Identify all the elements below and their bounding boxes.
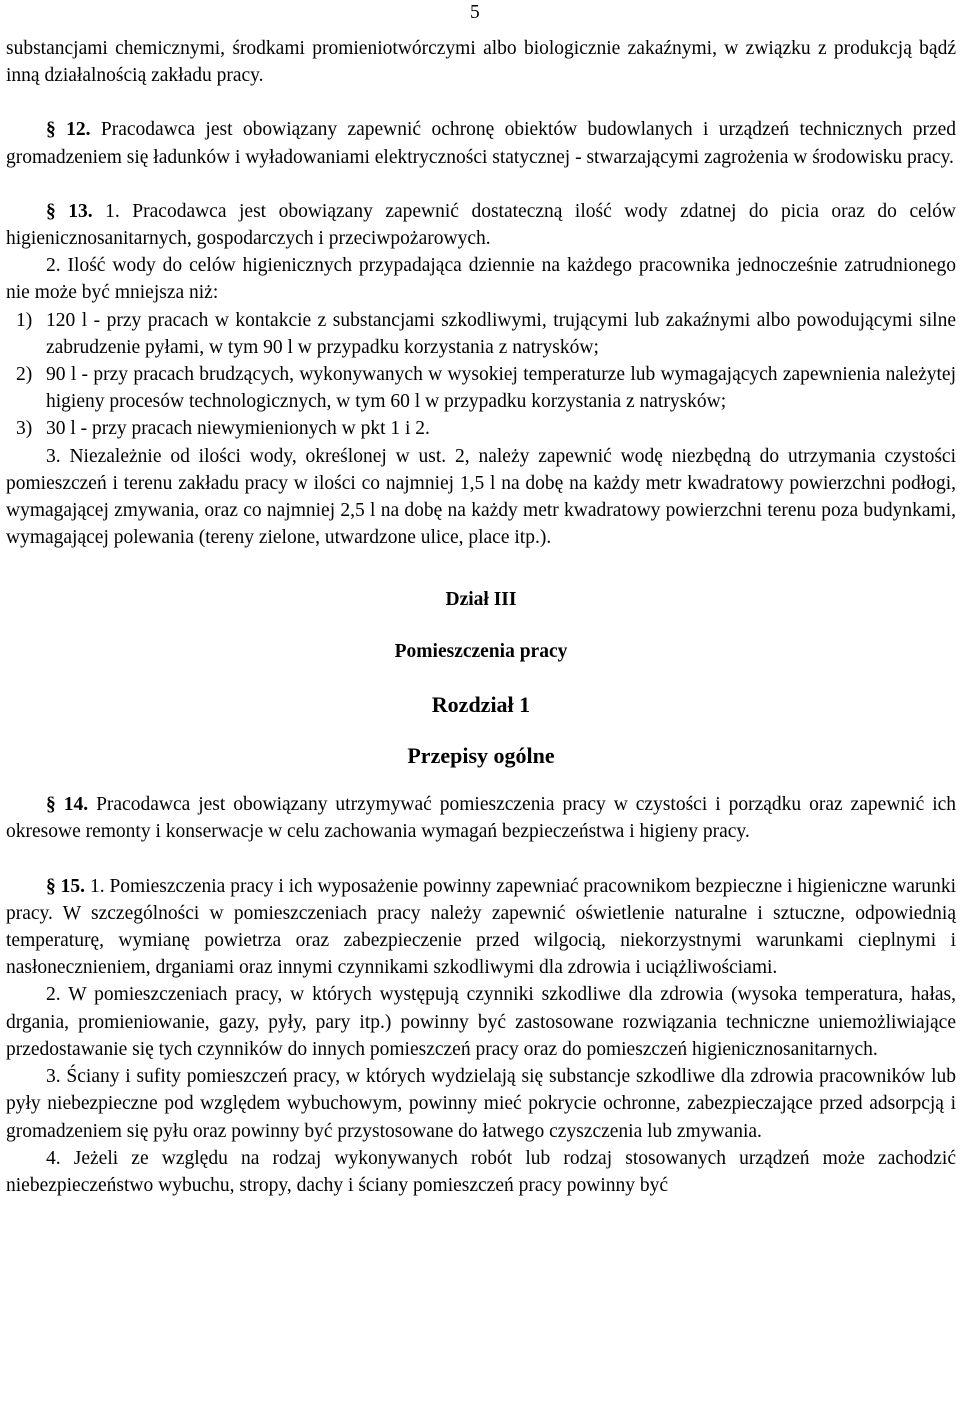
section-heading: Pomieszczenia pracy: [394, 640, 568, 662]
paragraph: [6, 873, 956, 982]
list-item-number: 2): [16, 364, 33, 386]
paragraph-text: 1. Pracodawca jest obowiązany zapewnić dostateczną ilość wody zdatnej do picia oraz do celów higienicznosanitarnych, gospodarczych i przeciwpożarowych.: [6, 200, 957, 250]
list-item: [6, 361, 956, 415]
paragraph-text: 4. Jeżeli ze względu na rodzaj wykonywanych robót lub rodzaj stosowanych urządzeń może zachodzić niebezpieczeństwo wybuchu, stropy, dachy i ściany pomieszczeń pracy powinny być: [6, 1147, 956, 1196]
section-heading: Rozdział 1: [431, 691, 531, 717]
paragraph-number: § 13.: [46, 200, 93, 222]
paragraph: [6, 35, 956, 89]
paragraph: [6, 1063, 956, 1145]
paragraph: [6, 252, 956, 306]
paragraph-text: 3. Ściany i sufity pomieszczeń pracy, w których wydzielają się substancje szkodliwe dla zdrowia pracowników lub pyły niebezpieczne pod względem wybuchowym, powinny mieć pokrycie ochronne, zabezpieczające przed adsorpcją i gromadzeniem się pyłu oraz powinny być przystosowane do łatwego czyszczenia lub zmywania.: [6, 1066, 956, 1142]
page-number: 5: [470, 2, 480, 23]
list-item-text: 30 l - przy pracach niewymienionych w pkt 1 i 2.: [46, 418, 430, 440]
paragraph-text: 2. W pomieszczeniach pracy, w których występują czynniki szkodliwe dla zdrowia (wysoka temperatura, hałas, drgania, promieniowanie, gazy, pyły, pary itp.) powinny być zastosowane rozwiązania techniczne uniemożliwiające przedostawanie się tych czynników do innych pomieszczeń pracy oraz do pomieszczeń higienicznosanitarnych.: [6, 984, 956, 1060]
paragraph: [6, 791, 956, 845]
paragraph-text: Pracodawca jest obowiązany zapewnić ochronę obiektów budowlanych i urządzeń technicznych przed gromadzeniem się ładunków i wyładowaniami elektryczności statycznej - stwarzającymi zagrożenia w środowisku pracy.: [6, 119, 957, 168]
paragraph-text: Pracodawca jest obowiązany utrzymywać pomieszczenia pracy w czystości i porządku oraz zapewnić ich okresowe remonty i konserwacje w celu zachowania wymagań bezpieczeństwa i higieny pracy.: [6, 794, 957, 843]
paragraph: [6, 443, 956, 552]
list-item: [6, 415, 956, 442]
paragraph-number: § 15.: [46, 875, 86, 897]
section-heading: Przepisy ogólne: [407, 743, 555, 769]
paragraph: [6, 116, 956, 170]
list-item-number: 3): [16, 418, 33, 440]
paragraph-text: 3. Niezależnie od ilości wody, określonej w ust. 2, należy zapewnić wodę niezbędną do utrzymania czystości pomieszczeń i terenu zakładu pracy w ilości co najmniej 1,5 l na dobę na każdy metr kwadratowy powierzchni podłogi, wymagającej zmywania, oraz co najmniej 2,5 l na dobę na każdy metr kwadratowy powierzchni terenu poza budynkami, wymagającej polewania (tereny zielone, utwardzone ulice, place itp.).: [6, 445, 956, 549]
paragraph: [6, 198, 956, 252]
document-body: [6, 35, 956, 1199]
paragraph: [6, 981, 956, 1063]
paragraph-number: § 14.: [46, 794, 89, 816]
paragraph-text: 2. Ilość wody do celów higienicznych przypadająca dziennie na każdego pracownika jednocześnie zatrudnionego nie może być mniejsza niż:: [6, 255, 956, 304]
paragraph: [6, 1145, 956, 1199]
list-item: [6, 307, 956, 361]
paragraph-text: substancjami chemicznymi, środkami promieniotwórczymi albo biologicznie zakaźnymi, w związku z produkcją bądź inną działalnością zakładu pracy.: [6, 38, 956, 87]
paragraph-text: 1. Pomieszczenia pracy i ich wyposażenie powinny zapewniać pracownikom bezpieczne i higieniczne warunki pracy. W szczególności w pomieszczeniach pracy należy zapewnić oświetlenie naturalne i sztuczne, odpowiednią temperaturę, wymianę powietrza oraz zabezpieczenie przed wilgocią, niekorzystnymi warunkami cieplnymi i nasłonecznieniem, drganiami oraz innymi czynnikami szkodliwymi dla zdrowia i uciążliwościami.: [6, 875, 957, 979]
paragraph-number: § 12.: [46, 119, 91, 141]
list-item-text: 90 l - przy pracach brudzących, wykonywanych w wysokiej temperaturze lub wymagających zapewnienia należytej higieny procesów technologicznych, w tym 60 l w przypadku korzystania z natrysków;: [46, 364, 956, 413]
section-heading: Dział III: [445, 589, 517, 611]
list-item-text: 120 l - przy pracach w kontakcie z substancjami szkodliwymi, trującymi lub zakaźnymi albo powodującymi silne zabrudzenie pyłami, w tym 90 l w przypadku korzystania z natrysków;: [46, 309, 956, 358]
list-item-number: 1): [16, 309, 33, 331]
